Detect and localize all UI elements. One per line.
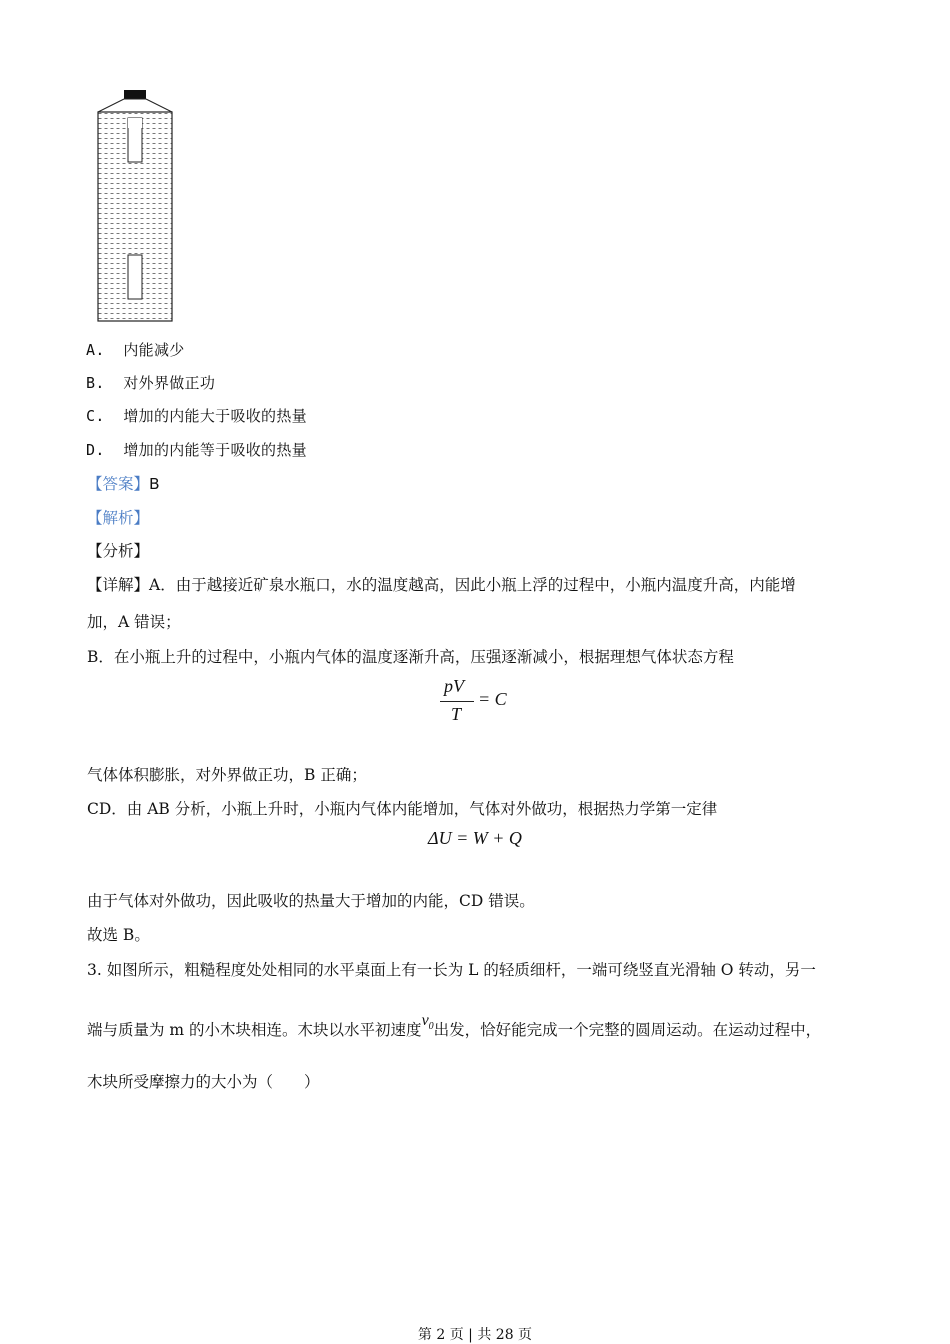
option-c: C. 增加的内能大于吸收的热量 <box>86 407 307 425</box>
answer-line: 【答案】B <box>87 475 160 493</box>
detail-line-1: 【详解】A．由于越接近矿泉水瓶口，水的温度越高，因此小瓶上浮的过程中，小瓶内温度升高，内能增 <box>87 576 796 594</box>
bottle-cap <box>124 90 146 99</box>
lower-vial <box>128 255 142 299</box>
page-footer: 第 2 页 | 共 28 页 <box>417 1327 533 1343</box>
detail-line-4: 气体体积膨胀，对外界做正功，B 正确； <box>87 766 367 784</box>
formula-numerator: pV <box>444 676 464 696</box>
ideal-gas-formula <box>440 676 530 730</box>
detail-line-3: B．在小瓶上升的过程中，小瓶内气体的温度逐渐升高，压强逐渐减小，根据理想气体状态方程 <box>87 648 734 666</box>
detail-line-6: 由于气体对外做功，因此吸收的热量大于增加的内能，CD 错误。 <box>87 892 535 910</box>
detail-line-7: 故选 B。 <box>87 926 150 944</box>
detail-line-5: CD．由 AB 分析，小瓶上升时，小瓶内气体内能增加，气体对外做功，根据热力学第一定律 <box>87 800 718 818</box>
option-b: B. 对外界做正功 <box>86 374 216 392</box>
option-a: A. 内能减少 <box>86 341 185 359</box>
question3-line-3: 木块所受摩擦力的大小为（ ） <box>87 1073 320 1091</box>
fenxi-label: 【分析】 <box>87 542 150 560</box>
formula-denominator: T <box>451 704 462 724</box>
analysis-label: 【解析】 <box>87 509 150 527</box>
formula-rhs: = C <box>478 689 507 709</box>
detail-line-2: 加，A 错误； <box>87 613 181 631</box>
question3-line-2: 端与质量为 m 的小木块相连。木块以水平初速度$v_0$出发，恰好能完成一个完整的圆周运动。在运动过程中， <box>87 1012 822 1039</box>
first-law-formula: ΔU = W + Q <box>428 828 522 848</box>
option-d: D. 增加的内能等于吸收的热量 <box>86 441 307 459</box>
question3-line-1: 3. 如图所示，粗糙程度处处相同的水平桌面上有一长为 L 的轻质细杆，一端可绕竖直光滑轴 O 转动，另一 <box>87 961 816 979</box>
v0-symbol: $v_0$ <box>421 1012 434 1033</box>
mineral-water-bottle-figure <box>92 86 178 326</box>
fraction-bar <box>440 701 474 702</box>
